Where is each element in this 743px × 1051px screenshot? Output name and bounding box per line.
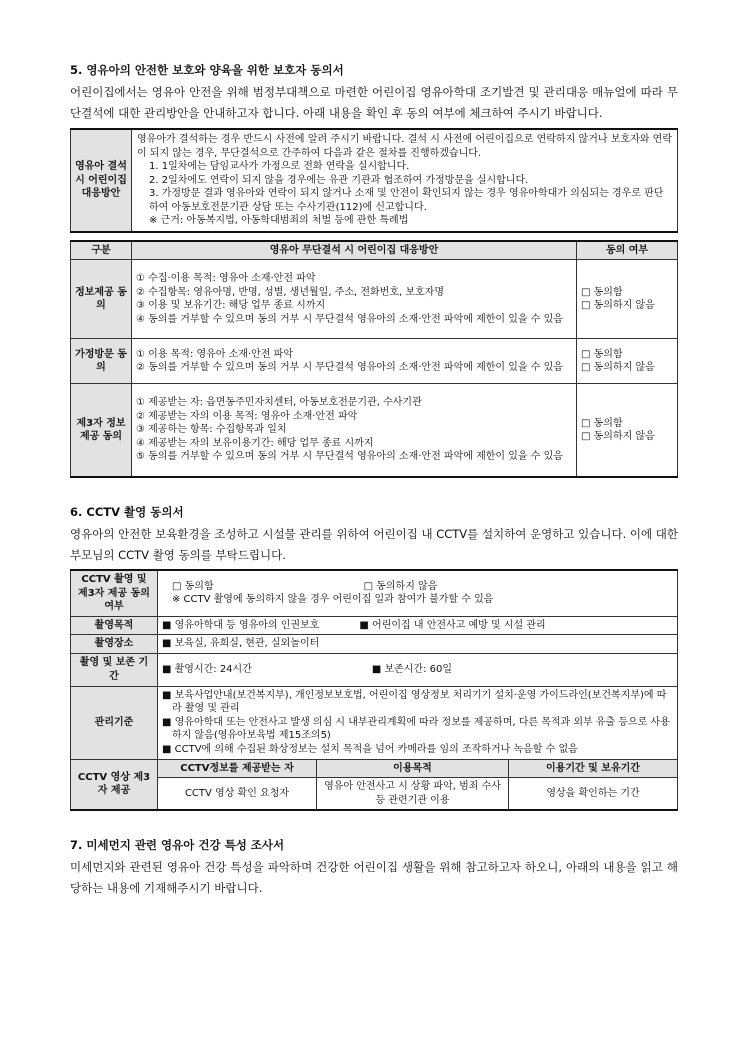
cctv-period-label: 촬영 및 보존 기간: [71, 653, 158, 686]
absence-plan-table: [70, 128, 678, 233]
list-item: ① 제공받는 자: 읍면동주민자치센터, 아동보호전문기관, 수사기관: [136, 397, 422, 409]
list-item: ⑤ 동의를 거부할 수 있으며 동의 거부 시 무단결석 영유아의 소재·안전 파악에 제한이 있을 수 있음: [136, 451, 563, 463]
absence-plan-label: 영유아 결석 시 어린이집 대응방안: [71, 129, 132, 232]
cctv-disagree-checkbox[interactable]: □ 동의하지 않음: [363, 580, 438, 592]
cctv-standard-label: 관리기준: [71, 686, 158, 759]
list-item: ① 수집·이용 목적: 영유아 소재·안전 파악: [136, 273, 316, 284]
header-category: 구분: [71, 241, 132, 260]
list-item: ④ 동의를 거부할 수 있으며 동의 거부 시 무단결석 영유아의 소재·안전 파악에 제한이 있을 수 있음: [136, 313, 563, 325]
table-row: [71, 339, 678, 384]
cctv-agree-checkbox[interactable]: □ 동의함: [172, 580, 214, 592]
list-item: ② 동의를 거부할 수 있으며 동의 거부 시 무단결석 영유아의 소재·안전 파악에 제한이 있을 수 있음: [136, 362, 563, 373]
absence-plan-note: ※ 근거: 아동복지법, 아동학대범죄의 처벌 등에 관한 특례법: [149, 215, 409, 226]
section6-title: 6. CCTV 촬영 동의서: [70, 505, 184, 519]
cctv-place-value: ■ 보육실, 유희실, 현관, 실외놀이터: [158, 635, 678, 654]
list-item: ■ 영유아학대 또는 안전사고 발생 의심 시 내부관리계획에 따라 정보를 제공하며, 다른 목적과 외부 유출 등으로 사용하지 않음(영유아보육법 제15조의5): [162, 716, 670, 742]
cctv-place-label: 촬영장소: [71, 635, 158, 654]
cctv-purpose-a: ■ 영유아학대 등 영유아의 인권보호: [162, 619, 320, 631]
agree-checkbox-third[interactable]: □ 동의함: [581, 417, 623, 429]
cctv-third-v3: 영상을 확인하는 기간: [509, 778, 678, 811]
disagree-checkbox-visit[interactable]: □ 동의하지 않음: [581, 362, 655, 373]
cctv-third-v2: 영유아 안전사고 시 상황 파악, 범죄 수사 등 관련기관 이용: [317, 778, 509, 811]
absence-plan-lead: 영유아가 결석하는 경우 반드시 사전에 알려 주시기 바랍니다. 결석 시 사전에 어린이집으로 연락하지 않거나 보호자와 연락이 되지 않는 경우, 무단결석으로 간주하여 다음과 같은 절차를 진행하겠습니다.: [137, 134, 672, 159]
disagree-checkbox-third[interactable]: □ 동의하지 않음: [581, 431, 655, 442]
header-consent: 동의 여부: [577, 241, 678, 260]
disagree-checkbox-info[interactable]: □ 동의하지 않음: [581, 300, 655, 311]
row-items-visit: [132, 339, 577, 384]
row-label-info: 정보제공 동의: [71, 260, 132, 339]
cctv-purpose-label: 촬영목적: [71, 616, 158, 635]
list-item: ■ 보육사업안내(보건복지부), 개인정보보호법, 어린이집 영상정보 처리기기 설치·운영 가이드라인(보건복지부)에 따라 촬영 및 관리: [162, 689, 667, 715]
consent-table: [70, 240, 678, 479]
absence-step-1: 1. 1일차에는 담임교사가 가정으로 전화 연락을 실시합니다.: [149, 161, 410, 172]
cctv-consent-note: ※ CCTV 촬영에 동의하지 않을 경우 어린이집 일과 참여가 불가할 수 있음: [172, 594, 494, 606]
agree-checkbox-visit[interactable]: □ 동의함: [581, 348, 623, 360]
list-item: ① 이용 목적: 영유아 소재·안전 파악: [136, 348, 293, 360]
cctv-consent-label: CCTV 촬영 및 제3자 제공 동의여부: [71, 570, 158, 616]
row-items-info: [132, 260, 577, 339]
table-row: [71, 260, 678, 339]
section5-intro: 어린이집에서는 영유아 안전을 위해 범정부대책으로 마련한 어린이집 영유아학대 조기발견 및 관리대응 매뉴얼에 따라 무단결석에 대한 관리방안을 안내하고자 합니다. 아래 내용을 확인 후 동의 여부에 체크하여 주시기 바랍니다.: [70, 85, 678, 120]
list-item: ④ 제공받는 자의 보유이용기간: 해당 업무 종료 시까지: [136, 437, 374, 449]
list-item: ② 제공받는 자의 이용 목적: 영유아 소재·안전 파악: [136, 410, 358, 422]
absence-step-2: 2. 2일차에도 연락이 되지 않을 경우에는 유관 기관과 협조하여 가정방문을 실시합니다.: [149, 174, 529, 186]
section7-intro: 미세먼지와 관련된 영유아 건강 특성을 파악하며 건강한 어린이집 생활을 위해 참고하고자 하오니, 아래의 내용을 읽고 해당하는 내용에 기재해주시기 바랍니다.: [70, 860, 678, 895]
section5-title: 5. 영유아의 안전한 보호와 양육을 위한 보호자 동의서: [70, 63, 344, 77]
list-item: ③ 제공하는 항목: 수집항목과 일치: [136, 424, 287, 436]
cctv-third-h3: 이용기간 및 보유기간: [509, 759, 678, 778]
table-row: [71, 384, 678, 478]
list-item: ③ 이용 및 보유기간: 해당 업무 종료 시까지: [136, 300, 326, 311]
cctv-third-h2: 이용목적: [317, 759, 509, 778]
cctv-period-b: ■ 보존시간: 60일: [371, 663, 453, 675]
row-label-third: 제3자 정보제공 동의: [71, 384, 132, 478]
agree-checkbox-info[interactable]: □ 동의함: [581, 286, 623, 298]
cctv-third-v1: CCTV 영상 확인 요청자: [158, 778, 317, 811]
absence-plan-body: [132, 129, 678, 232]
cctv-period-a: ■ 촬영시간: 24시간: [162, 663, 252, 675]
row-items-third: [132, 384, 577, 478]
list-item: ② 수집항목: 영유아명, 반명, 성별, 생년월일, 주소, 전화번호, 보호자명: [136, 286, 444, 298]
absence-step-3: 3. 가정방문 결과 영유아와 연락이 되지 않거나 소재 및 안전이 확인되지 않는 경우 영유아학대가 의심되는 경우로 판단하여 아동보호전문기관 상담 또는 수사기관(112)에 신고합니다.: [149, 188, 664, 213]
cctv-third-h1: CCTV정보를 제공받는 자: [158, 759, 317, 778]
document-page: [70, 62, 678, 899]
cctv-purpose-b: ■ 어린이집 내 안전사고 예방 및 시설 관리: [359, 619, 546, 631]
row-label-visit: 가정방문 동의: [71, 339, 132, 384]
list-item: ■ CCTV에 의해 수집된 화상정보는 설치 목적을 넘어 카메라를 임의 조작하거나 녹음할 수 없음: [162, 743, 578, 755]
cctv-table: [70, 569, 678, 811]
header-plan: 영유아 무단결석 시 어린이집 대응방안: [132, 241, 577, 260]
section7-title: 7. 미세먼지 관련 영유아 건강 특성 조사서: [70, 838, 285, 852]
cctv-third-label: CCTV 영상 제3자 제공: [71, 759, 158, 810]
section6-intro: 영유아의 안전한 보육환경을 조성하고 시설물 관리를 위하여 어린이집 내 CCTV를 설치하여 운영하고 있습니다. 이에 대한 부모님의 CCTV 촬영 동의를 부탁드립니다.: [70, 527, 678, 562]
